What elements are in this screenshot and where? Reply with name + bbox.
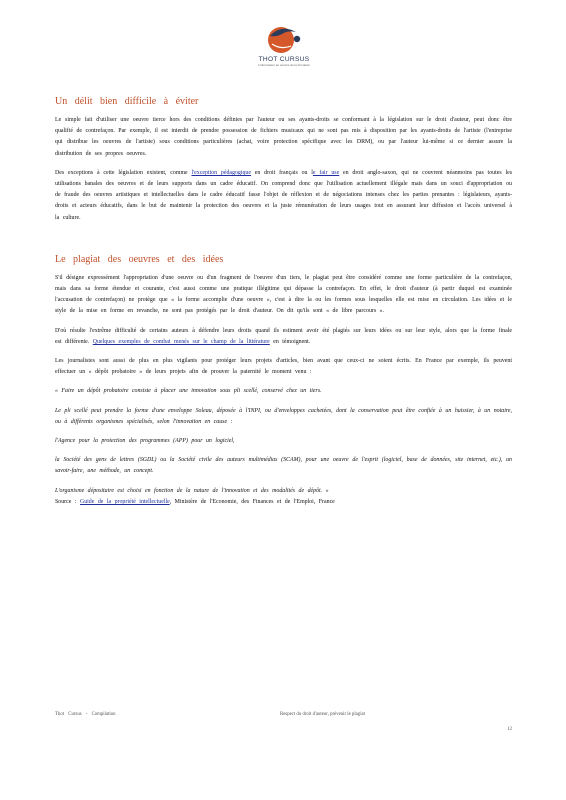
paragraph: Les journalistes sont aussi de plus en plus vigilants pour protéger leurs projets d'articles, bien avant que ceux-ci ne soient écrits. En France par exemple, ils peuvent effectuer un « dépôt probatoire » de leurs projets afin de prouver la paternité le moment venu : [55, 358, 512, 376]
paragraph-difficulte [55, 326, 512, 348]
logo-mark-icon [264, 22, 304, 56]
quote-text: L'organisme dépositaire est choisi en fonction de la nature de l'innovation et des modalités de dépôt. » [55, 487, 329, 494]
quote-paragraph: la Société des gens de lettres (SGDL) ou la Société civile des auteurs multimédias (SCAM), pour une oeuvre de l'esprit (logiciel, base de données, site internet, etc.), un savoir-faire, une méthode, un concept. [55, 457, 512, 475]
section-title: Le plagiat des oeuvres et des idées [55, 253, 224, 265]
text-run: Des exceptions à cette législation existent, comme [55, 169, 192, 176]
link-exemples-combats[interactable]: Quelques exemples de combat menés sur le champ de la littérature [92, 338, 270, 345]
quote-paragraph: « Faire un dépôt probatoire consiste à placer une innovation sous pli scellé, conservé chez un tiers. [55, 388, 322, 395]
link-fair-use[interactable]: e fair use [312, 169, 340, 176]
thot-cursus-logo [253, 22, 315, 67]
page-number: 12 [507, 727, 512, 732]
footer-title: Respect du droit d'auteur, prévenir le plagiat [280, 712, 365, 717]
source-label: Source : [55, 498, 80, 505]
link-exception-pedagogique[interactable]: l'exception pédagogique [191, 169, 251, 176]
text-run: en témoignent. [269, 338, 311, 345]
text-run: D'où résulte l'extrême difficulté de certains auteurs à défendre leurs droits quand ils estiment avoir été plagiés sur leurs idées ou sur leur style, alors que la forme finale est différente. [55, 327, 512, 345]
source-text: , Ministère de l'Economie, des Finances et de l'Emploi, France [169, 498, 335, 505]
paragraph-exceptions [55, 168, 512, 224]
footer-left: Thot Cursus - Compilation [55, 712, 116, 717]
quote-and-source [55, 486, 512, 508]
section-plagiat [55, 254, 512, 508]
paragraph: Le simple fait d'utiliser une oeuvre tierce hors des conditions définies par l'auteur ou ses ayants-droits se conformant à la législation sur le droit d'auteur, peut donc être qualifié de contrefaçon. Par exemple, il est interdit de prendre possession de fichiers musicaux qui ne sont pas mis à disposition par les ayants-droits de l'artiste (l'entreprise qui distribue les oeuvres de l'artiste) sous conditions particulières (achat, voire protection spécifique avec les DRM), ou par l'auteur lui-même si ce dernier assure la distribution de ses propres oeuvres. [55, 117, 512, 157]
text-run: en droit français ou l [250, 169, 313, 176]
quote-paragraph: Le pli scellé peut prendre la forme d'une enveloppe Soleau, déposée à l'INPI, ou d'enveloppes cachetées, dont la conservation peut être confiée à un huissier, à un notaire, ou à différents organismes spécialisés, selon l'innovation en cause : [55, 407, 512, 425]
section-delit [55, 96, 512, 224]
link-guide-propriete[interactable]: Guide de la propriété intellectuelle [79, 498, 170, 505]
quote-paragraph: l'Agence pour la protection des programmes (APP) pour un logiciel, [55, 438, 235, 445]
logo-tagline: L'information au service de la formation [257, 63, 311, 67]
paragraph: S'il désigne expressément l'appropriation d'une oeuvre ou d'un fragment de l'oeuvre d'un tiers, le plagiat peut être considéré comme une forme particulière de la contrefaçon, mais dans sa forme étendue et courante, c'est aussi comme une pratique illégitime qui dépasse la contrefaçon. En effet, le droit d'auteur (à partir duquel est examinée l'accusation de contrefaçon) ne protège que « la forme accomplie d'une oeuvre », c'est à dire la ou les formes sous lesquelles elle est mise en circulation. Les idées et le style de la mise en forme en revanche, ne sont pas protégés par le droit d'auteur. On dit qu'ils sont « de libre parcours ». [55, 274, 512, 315]
main-content [55, 96, 512, 508]
text-run: en droit anglo-saxon, qui ne couvrent néanmoins pas toutes les utilisations banales des oeuvres et de leurs supports dans un cadre éducatif. On comprend donc que l'utilisation actuellement illégale mais dans un souci d'appropriation ou de fraude des oeuvres artistiques et intellectuelles dans le cadre éducatif fasse l'objet de réflexion et de négociations intenses chez les parties prenantes : législateurs, ayants-droits et acteurs éducatifs, dans le but de maintenir la protection des oeuvres et la juste rémunération de leurs usages tout en assurant leur diffusion et l'accès universel à la culture. [55, 169, 512, 221]
logo-name: THOT CURSUS [258, 56, 310, 63]
section-title: Un délit bien difficile à éviter [55, 96, 199, 107]
